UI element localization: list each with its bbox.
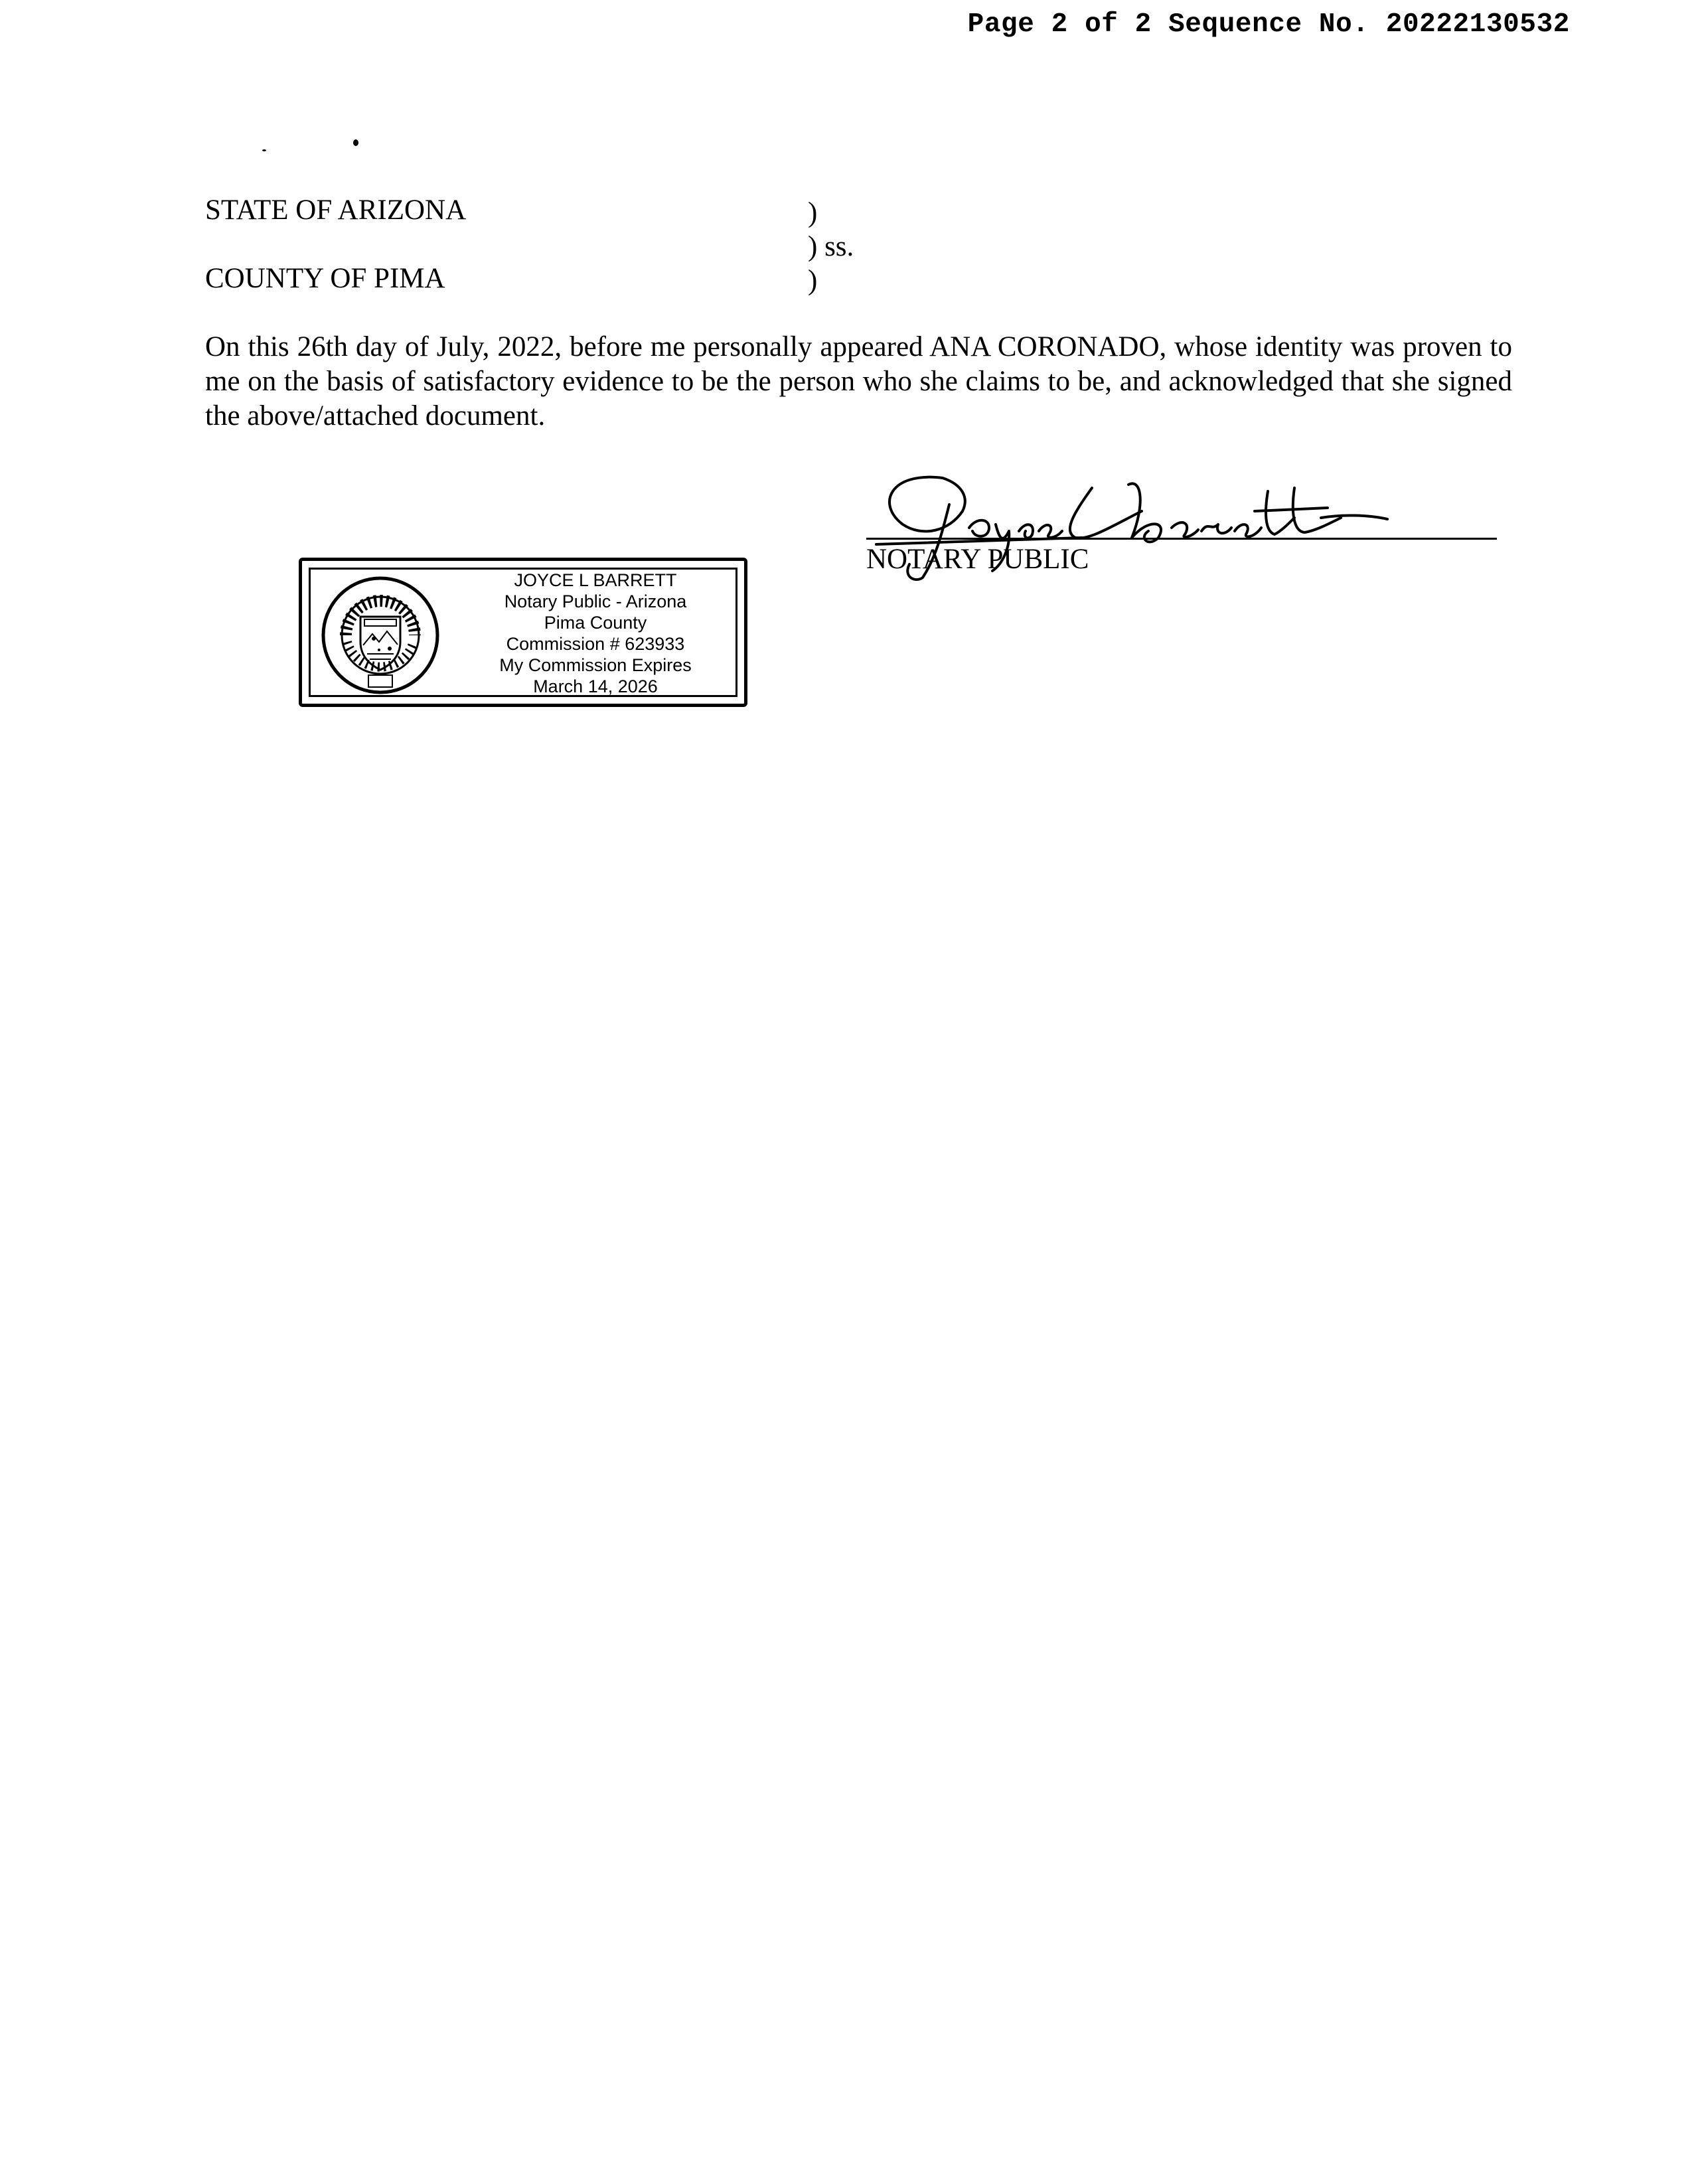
- stamp-county: Pima County: [544, 613, 647, 633]
- notary-stamp: [299, 558, 747, 707]
- acknowledgment-text: On this 26th day of July, 2022, before me personally appeared ANA CORONADO, whose identity was proven to me on the basis of satisfactory evidence to be the person who she claims to be, and acknowledged that she signed the above/attached document.: [205, 331, 1512, 431]
- arizona-state-seal-icon: [321, 576, 440, 695]
- stamp-expires-date: March 14, 2026: [533, 676, 658, 696]
- venue-paren-top: ): [808, 197, 818, 228]
- venue-paren-bottom: ): [808, 265, 818, 296]
- stamp-commission-number: Commission # 623933: [506, 634, 685, 654]
- stamp-expires-label: My Commission Expires: [499, 655, 692, 675]
- venue-paren-ss: ) ss.: [808, 231, 854, 262]
- stamp-text: [456, 570, 735, 697]
- notary-public-label: NOTARY PUBLIC: [866, 544, 1089, 575]
- stamp-notary-title: Notary Public - Arizona: [504, 591, 687, 611]
- scan-speck: [262, 149, 266, 151]
- venue-state: STATE OF ARIZONA: [205, 195, 467, 226]
- page-header: Page 2 of 2 Sequence No. 20222130532: [967, 9, 1570, 40]
- scan-speck: [353, 139, 358, 146]
- stamp-notary-name: JOYCE L BARRETT: [514, 570, 677, 590]
- venue-county: COUNTY OF PIMA: [205, 263, 445, 294]
- notary-signature: [863, 465, 1394, 584]
